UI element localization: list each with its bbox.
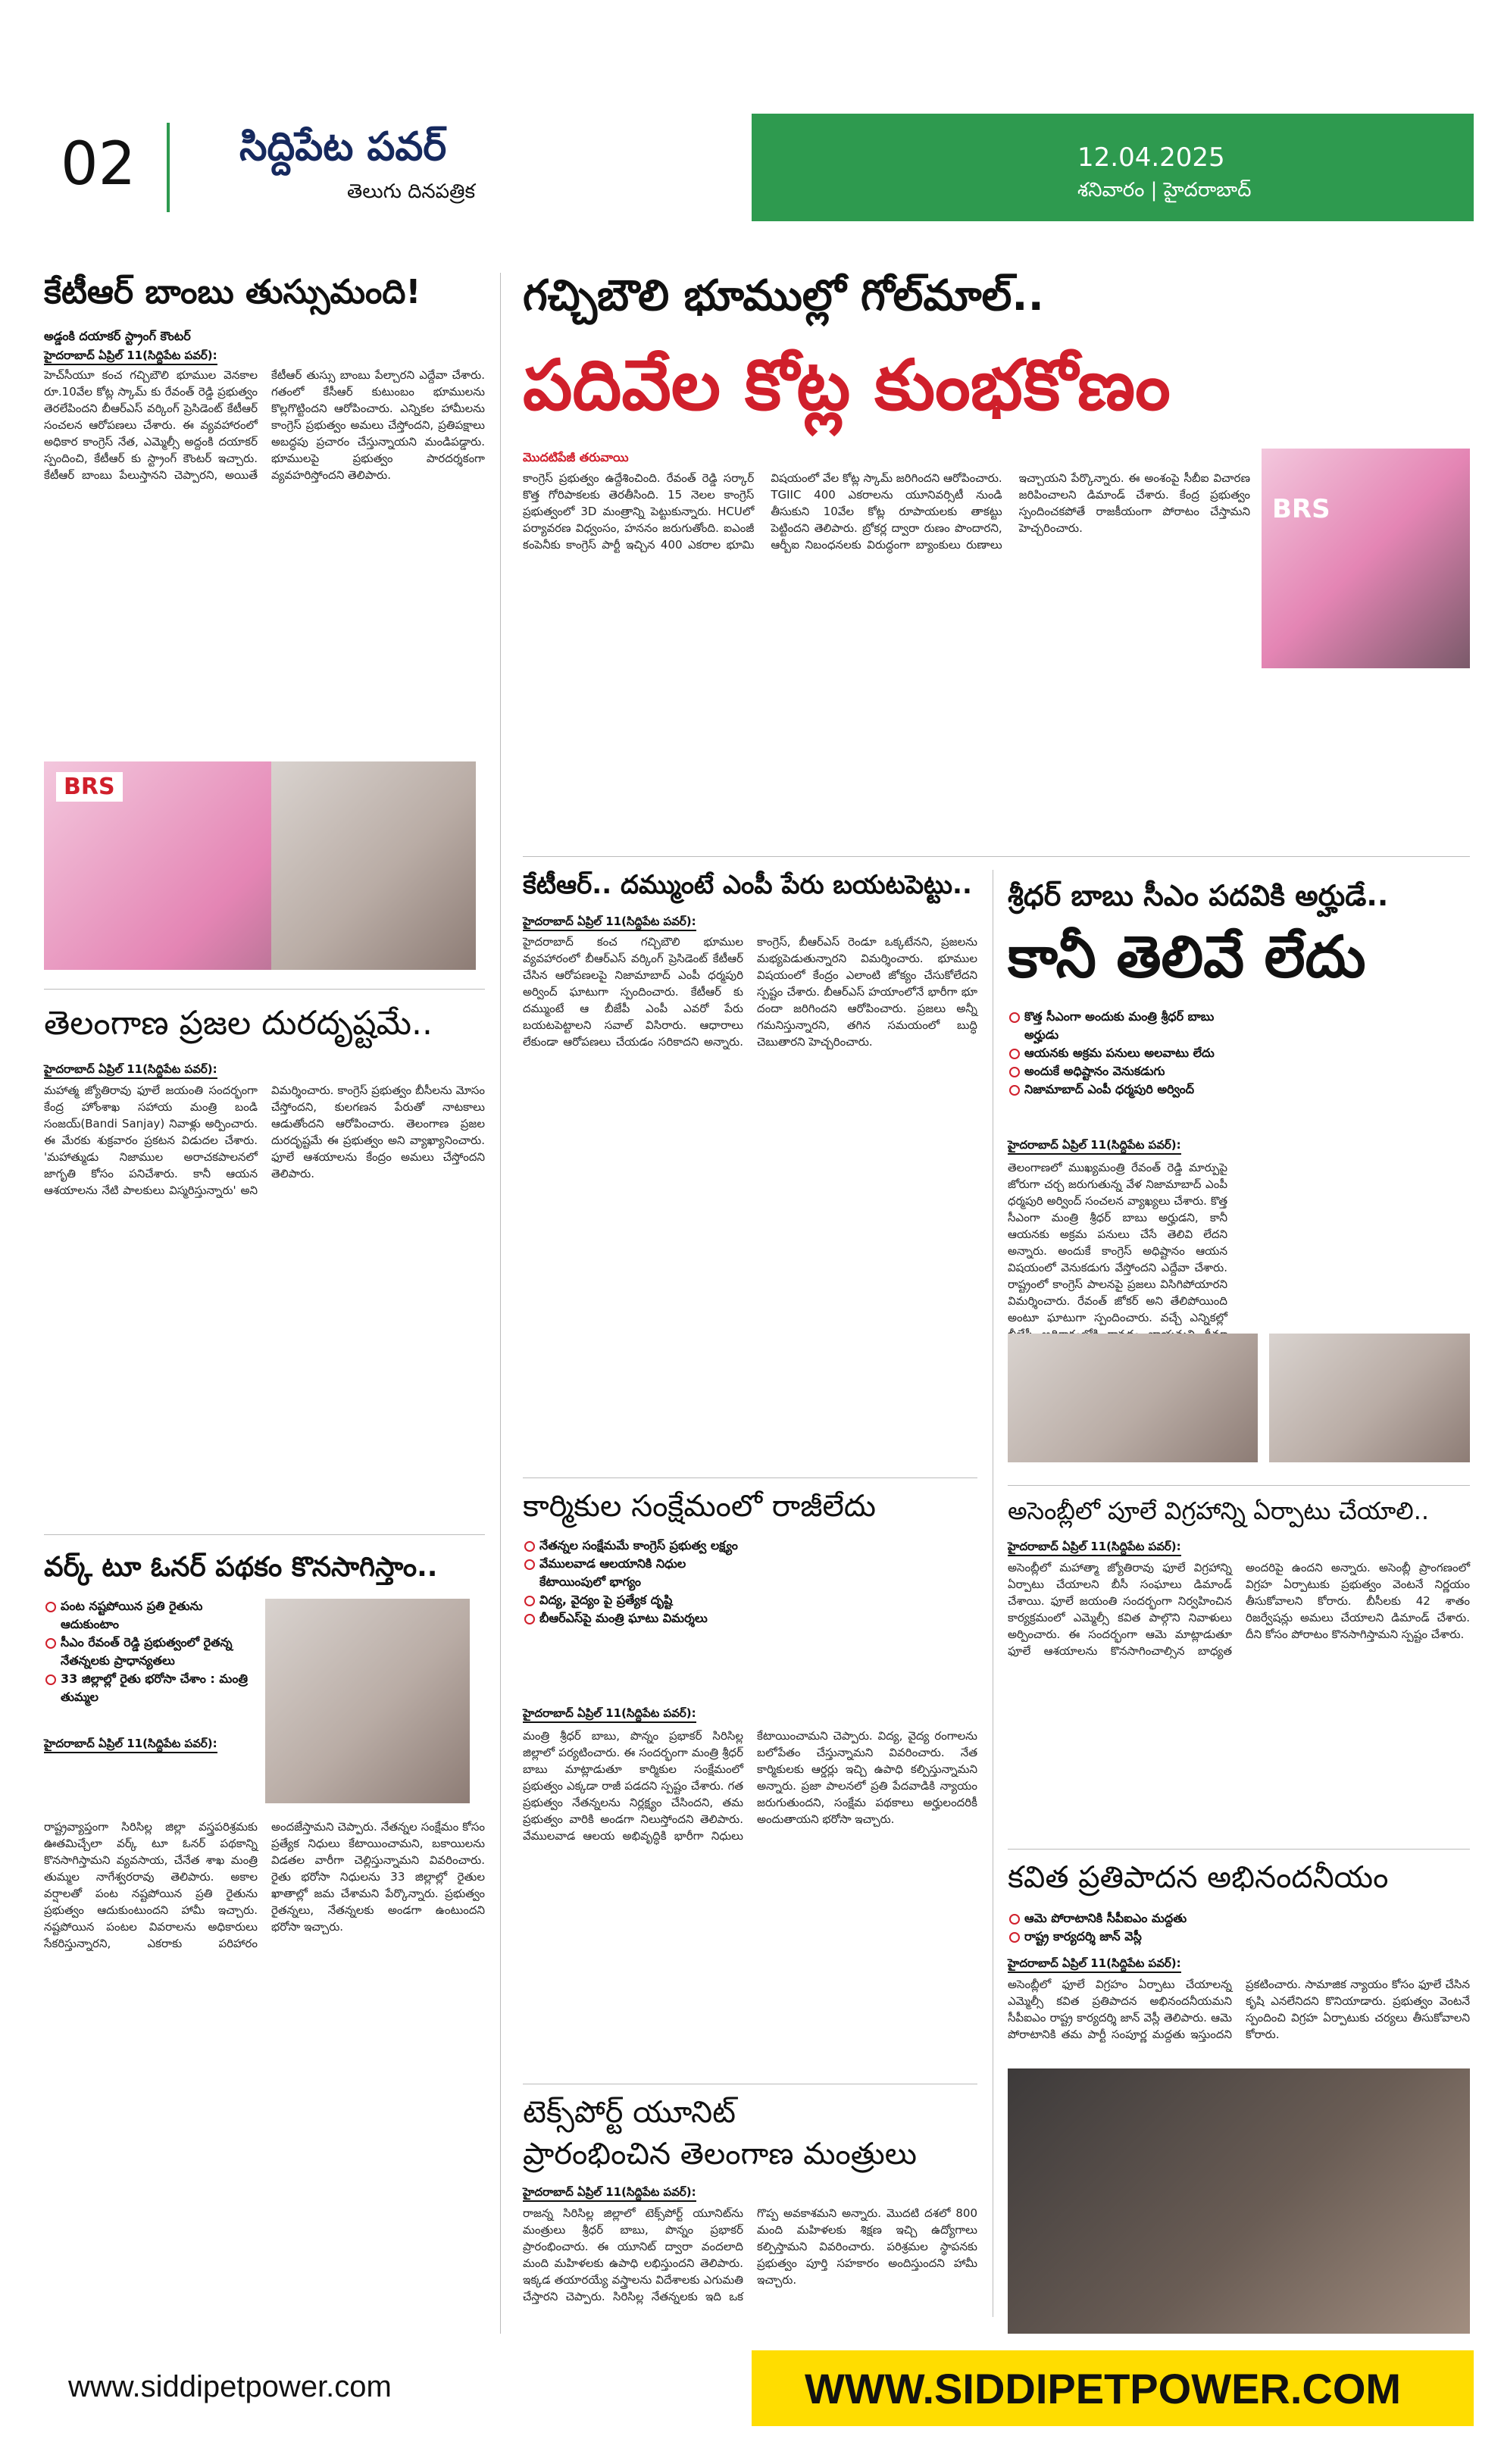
- divider: [523, 856, 1470, 857]
- phule-headline: అసెంబ్లీలో పూలే విగ్రహాన్ని ఏర్పాటు చేయాలి..: [1008, 1496, 1430, 1525]
- kavitha-body: అసెంబ్లీలో ఫూలే విగ్రహం ఏర్పాటు చేయాలన్న ఎమ్మెల్సీ కవిత ప్రతిపాదన అభినందనీయమని సీపీఐఎం రాష్ట్ర కార్యదర్శి జాన్ వెస్లీ తెలిపారు. ఆమె పోరాటానికి తమ పార్టీ సంపూర్ణ మద్దతు ఇస్తుందని ప్రకటించారు. సామాజిక న్యాయం కోసం ఫూలే చేసిన కృషి ఎనలేనిదని కొనియాడారు. ప్రభుత్వం వెంటనే స్పందించి విగ్రహ ఏర్పాటుకు చర్యలు తీసుకోవాలని కోరారు.: [1008, 1978, 1470, 2041]
- karmikula-body: మంత్రి శ్రీధర్ బాబు, పొన్నం ప్రభాకర్ సిరిసిల్ల జిల్లాలో పర్యటించారు. ఈ సందర్భంగా మంత్రి శ్రీధర్ బాబు మాట్లాడుతూ కార్మికుల సంక్షేమంలో ప్రభుత్వం ఎక్కడా రాజీ పడదని స్పష్టం చేశారు. గత ప్రభుత్వం నేతన్నలను నిర్లక్ష్యం చేసిందని, తమ ప్రభుత్వం వారికి అండగా నిలుస్తోందని తెలిపారు. వేములవాడ ఆలయ అభివృద్ధికి భారీగా నిధులు కేటాయించామని చెప్పారు. విద్య, వైద్య రంగాలను బలోపేతం చేస్తున్నామని వివరించారు. నేత కార్మికులకు ఆర్డర్లు ఇచ్చి ఉపాధి కల్పిస్తున్నామని అన్నారు. ప్రజా పాలనలో ప్రతి పేదవాడికి న్యాయం జరుగుతుందని, సంక్షేమ పథకాలు అర్హులందరికీ అందుతాయని భరోసా ఇచ్చారు.: [523, 1729, 977, 1843]
- ktr-bomb-dateline: హైదరాబాద్ ఏప్రిల్ 11(సిద్దిపేట పవర్):: [44, 347, 217, 365]
- lead-main-headline: పదివేల కోట్ల కుంభకోణం: [523, 345, 1171, 426]
- bullet-item: బీఆర్‌ఎస్‌పై మంత్రి ఘాటు విమర్శలు: [523, 1609, 743, 1628]
- telangana-body: మహాత్మ జ్యోతిరావు ఫూలే జయంతి సందర్భంగా కేంద్ర హోంశాఖ సహాయ మంత్రి బండి సంజయ్(Bandi Sanjay) నివాళ్లు అర్పించారు. ఈ మేరకు శుక్రవారం ప్రకటన విడుదల చేశారు. 'మహాత్ముడు నిజాముల అరాచకపాలనలో జాగృతి కోసం పనిచేశారు. కానీ ఆయన ఆశయాలను నేటి పాలకులు విస్మరిస్తున్నారు' అని విమర్శించారు. కాంగ్రెస్ ప్రభుత్వం బీసీలను మోసం చేస్తోందని, కులగణన పేరుతో నాటకాలు ఆడుతోందని ఆరోపించారు. తెలంగాణ ప్రజల దురదృష్టమే ఈ ప్రభుత్వం అని వ్యాఖ్యానించారు. ఫూలే ఆశయాలను కేంద్రం అమలు చేస్తోందని తెలిపారు.: [44, 1083, 485, 1197]
- telangana-headline: తెలంగాణ ప్రజల దురదృష్టమే..: [44, 1004, 433, 1043]
- phule-dateline: హైదరాబాద్ ఏప్రిల్ 11(సిద్దిపేట పవర్):: [1008, 1538, 1181, 1556]
- karmikula-headline: కార్మికుల సంక్షేమంలో రాజీలేదు: [523, 1489, 876, 1524]
- work-to-owner-headline: వర్క్ టూ ఓనర్ పథకం కొనసాగిస్తాం..: [44, 1552, 438, 1583]
- column-divider: [500, 273, 501, 2334]
- textport-headline-line1: టెక్స్‌పోర్ట్ యూనిట్: [523, 2095, 736, 2130]
- newspaper-logo: సిద్దిపేట పవర్: [239, 124, 447, 170]
- kavitha-headline: కవిత ప్రతిపాదన అభినందనీయం: [1008, 1860, 1389, 1895]
- work-to-owner-bullets: [44, 1597, 256, 1706]
- brs-banner-text: BRS: [56, 772, 123, 802]
- ktr-mp-dateline: హైదరాబాద్ ఏప్రిల్ 11(సిద్దిపేట పవర్):: [523, 913, 696, 931]
- kavitha-bullets: [1008, 1909, 1227, 1946]
- bullet-item: విద్య, వైద్యం పై ప్రత్యేక దృష్టి: [523, 1591, 743, 1609]
- issue-date: 12.04.2025: [1077, 142, 1225, 173]
- bullet-item: 33 జిల్లాల్లో రైతు భరోసా చేశాం : మంత్రి తుమ్మల: [44, 1670, 256, 1706]
- lead-body: కాంగ్రెస్ ప్రభుత్వం ఉద్దేశించింది. రేవంత్ రెడ్డి సర్కార్ కొత్త గోరిపాకలకు తెరతీసింది. 15 నెలల కాంగ్రెస్ ప్రభుత్వంలో 3D మంత్రాన్ని పెట్టుకున్నారు. HCUలో పర్యావరణ విధ్వంసం, హననం జరుగుతోంది. ఐఎంజీ కంపెనీకు కాంగ్రెస్ పార్టీ ఇచ్చిన 400 ఎకరాల భూమి విషయంలో వేల కోట్ల స్కామ్ జరిగిందని ఆరోపించారు. TGIIC 400 ఎకరాలను యూనివర్సిటీ నుండి తీసుకుని 10వేల కోట్ల రూపాయలకు తాకట్టు పెట్టిందని తెలిపారు. బ్రోకర్ల ద్వారా రుణం పొందారని, ఆర్బీఐ నిబంధనలకు విరుద్ధంగా బ్యాంకులు రుణాలు ఇచ్చాయని పేర్కొన్నారు. ఈ అంశంపై సీబీఐ విచారణ జరిపించాలని డిమాండ్ చేశారు. కేంద్ర ప్రభుత్వం స్పందించకపోతే రాజకీయంగా పోరాటం చేస్తామని హెచ్చరించారు.: [523, 471, 1250, 552]
- footer-right-panel: [752, 2350, 1474, 2426]
- textport-body: రాజన్న సిరిసిల్ల జిల్లాలో టెక్స్‌పోర్ట్ యూనిట్‌ను మంత్రులు శ్రీధర్ బాబు, పొన్నం ప్రభాకర్ ప్రారంభించారు. ఈ యూనిట్ ద్వారా వందలాది మంది మహిళలకు ఉపాధి లభిస్తుందని తెలిపారు. ఇక్కడ తయారయ్యే వస్త్రాలను విదేశాలకు ఎగుమతి చేస్తారని చెప్పారు. సిరిసిల్ల నేతన్నలకు ఇది ఒక గొప్ప అవకాశమని అన్నారు. మొదటి దశలో 800 మంది మహిళలకు శిక్షణ ఇచ్చి ఉద్యోగాలు కల్పిస్తామని వివరించారు. పరిశ్రమల స్థాపనకు ప్రభుత్వం పూర్తి సహకారం అందిస్తుందని హామీ ఇచ్చారు.: [523, 2206, 977, 2303]
- sridhar-bullets: [1008, 1008, 1227, 1099]
- divider: [523, 1477, 977, 1478]
- dayakar-photo: [271, 761, 476, 970]
- bullet-item: రాష్ట్ర కార్యదర్శి జాన్ వెస్లీ: [1008, 1928, 1227, 1946]
- kavitha-dateline: హైదరాబాద్ ఏప్రిల్ 11(సిద్దిపేట పవర్):: [1008, 1955, 1181, 1973]
- newspaper-tagline: తెలుగు దినపత్రిక: [347, 180, 476, 203]
- textport-dateline: హైదరాబాద్ ఏప్రిల్ 11(సిద్దిపేట పవర్):: [523, 2184, 696, 2202]
- karmikula-bullets: [523, 1537, 743, 1628]
- masthead-left-panel: [30, 114, 752, 221]
- tummala-photo: [265, 1599, 470, 1803]
- bullet-item: కొత్త సీఎంగా అందుకు మంత్రి శ్రీధర్ బాబు అర్హుడు: [1008, 1008, 1227, 1044]
- ktr-lead-photo: [1262, 449, 1470, 668]
- bullet-item: అందుకే అధిష్టానం వెనుకడుగు: [1008, 1062, 1227, 1080]
- sridhar-babu-photo: [1269, 1334, 1470, 1462]
- textport-headline-line2: ప్రారంభించిన తెలంగాణ మంత్రులు: [523, 2137, 917, 2172]
- ktr-press-photo: [44, 761, 476, 970]
- divider: [1008, 1849, 1470, 1850]
- bullet-item: నిజామాబాద్ ఎంపీ ధర్మపురి అర్వింద్: [1008, 1080, 1227, 1099]
- brs-banner-text: BRS: [1272, 494, 1330, 524]
- ktr-bomb-body: హెచ్‌సీయూ కంచ గచ్చిబౌలి భూముల వెనకాల రూ.10వేల కోట్ల స్కామ్ కు రేవంత్ రెడ్డి ప్రభుత్వం తెరలేపిందని బీఆర్‌ఎస్ వర్కింగ్ ప్రెసిడెంట్ కేటీఆర్ సంచలన ఆరోపణలు చేశారు. ఈ వ్యవహారంలో అధికార కాంగ్రెస్ నేత, ఎమ్మెల్సీ అద్దంకి దయాకర్ స్పందించి, కేటీఆర్ కు స్ట్రాంగ్ కౌంటర్ ఇచ్చారు. కేటీఆర్ బాంబు పేలుస్తానని చెప్పారని, అయితే కేటీఆర్ తుస్సు బాంబు పేల్చారని ఎద్దేవా చేశారు. గతంలో కేసీఆర్ కుటుంబం భూములను కొల్లగొట్టిందని ఆరోపించారు. ఎన్నికల హామీలను కాంగ్రెస్ ప్రభుత్వం అమలు చేస్తోందని, ప్రతిపక్షాలు అబద్ధపు ప్రచారం చేస్తున్నాయని మండిపడ్డారు. భూములపై ప్రభుత్వం పారదర్శకంగా వ్యవహరిస్తోందని తెలిపారు.: [44, 368, 485, 482]
- divider: [1008, 1485, 1470, 1486]
- sridhar-dateline: హైదరాబాద్ ఏప్రిల్ 11(సిద్దిపేట పవర్):: [1008, 1137, 1181, 1155]
- issue-day-city: శనివారం | హైదరాబాద్: [1077, 179, 1252, 202]
- footer: [30, 2350, 1474, 2426]
- phule-body: అసెంబ్లీలో మహాత్మా జ్యోతిరావు ఫూలే విగ్రహాన్ని ఏర్పాటు చేయాలని బీసీ సంఘాలు డిమాండ్ చేశాయి. ఫూలే జయంతి సందర్భంగా నిర్వహించిన కార్యక్రమంలో ఎమ్మెల్సీ కవిత పాల్గొని నివాళులు అర్పించారు. ఈ సందర్భంగా ఆమె మాట్లాడుతూ ఫూలే ఆశయాలను కొనసాగించాల్సిన బాధ్యత అందరిపై ఉందని అన్నారు. అసెంబ్లీ ప్రాంగణంలో విగ్రహ ఏర్పాటుకు ప్రభుత్వం వెంటనే నిర్ణయం తీసుకోవాలని కోరారు. బీసీలకు 42 శాతం రిజర్వేషన్లు అమలు చేయాలని డిమాండ్ చేశారు. దీని కోసం పోరాటం కొనసాగిస్తామని స్పష్టం చేశారు.: [1008, 1561, 1470, 1658]
- page-number: 02: [61, 130, 136, 199]
- bullet-item: సీఎం రేవంత్ రెడ్డి ప్రభుత్వంలో రైతన్న నేతన్నలకు ప్రాధాన్యతలు: [44, 1634, 256, 1670]
- work-to-owner-dateline: హైదరాబాద్ ఏప్రిల్ 11(సిద్దిపేట పవర్):: [44, 1735, 217, 1753]
- ktr-mp-body: హైదరాబాద్ కంచ గచ్చిబౌలి భూముల వ్యవహారంలో బీఆర్‌ఎస్ వర్కింగ్ ప్రెసిడెంట్ కేటీఆర్ చేసిన ఆరోపణలపై నిజామాబాద్ ఎంపీ ధర్మపురి అర్వింద్ ఘాటుగా స్పందించారు. కేటీఆర్ కు దమ్ముంటే ఆ బీజేపీ ఎంపీ ఎవరో పేరు బయటపెట్టాలని సవాల్ విసిరారు. ఆధారాలు లేకుండా ఆరోపణలు చేయడం సరికాదని అన్నారు. కాంగ్రెస్, బీఆర్‌ఎస్ రెండూ ఒక్కటేనని, ప్రజలను మభ్యపెడుతున్నారని విమర్శించారు. భూముల విషయంలో కేంద్రం ఎలాంటి జోక్యం చేసుకోలేదని స్పష్టం చేశారు. బీఆర్‌ఎస్ హయాంలోనే భారీగా భూ దందా జరిగిందని ఆరోపించారు. ప్రజలు అన్నీ గమనిస్తున్నారని, తగిన సమయంలో బుద్ధి చెబుతారని హెచ్చరించారు.: [523, 935, 977, 1049]
- ktr-mp-headline: కేటీఆర్.. దమ్ముంటే ఎంపీ పేరు బయటపెట్టు..: [523, 870, 972, 900]
- ktr-bomb-subhead: అడ్డంకి దయాకర్ స్ట్రాంగ్ కౌంటర్: [44, 329, 191, 343]
- sridhar-body-right: [1243, 1008, 1470, 1318]
- divider: [44, 1534, 485, 1535]
- sridhar-headline-line2: కానీ తెలివే లేదు: [1008, 923, 1366, 990]
- footer-left-panel: [30, 2350, 752, 2426]
- bullet-item: ఆమె పోరాటానికి సీపీఐఎం మద్దతు: [1008, 1909, 1227, 1928]
- masthead: [30, 114, 1474, 221]
- bullet-item: నేతన్నల సంక్షేమమే కాంగ్రెస్ ప్రభుత్వ లక్ష్యం: [523, 1537, 743, 1555]
- kavitha-event-photo: [1008, 2068, 1470, 2334]
- karmikula-dateline: హైదరాబాద్ ఏప్రిల్ 11(సిద్దిపేట పవర్):: [523, 1705, 696, 1723]
- masthead-divider: [167, 123, 170, 212]
- footer-url-right[interactable]: WWW.SIDDIPETPOWER.COM: [805, 2365, 1402, 2412]
- work-to-owner-body: రాష్ట్రవ్యాప్తంగా సిరిసిల్ల జిల్లా వస్త్రపరిశ్రమకు ఊతమిచ్చేలా వర్క్ టూ ఓనర్ పథకాన్ని కొనసాగిస్తామని వ్యవసాయ, చేనేత శాఖ మంత్రి తుమ్మల నాగేశ్వరరావు తెలిపారు. అకాల వర్షాలతో పంట నష్టపోయిన ప్రతి రైతును ప్రభుత్వం ఆదుకుంటుందని హామీ ఇచ్చారు. నష్టపోయిన పంటల వివరాలను అధికారులు సేకరిస్తున్నారని, ఎకరాకు పరిహారం అందజేస్తామని చెప్పారు. నేతన్నల సంక్షేమం కోసం ప్రత్యేక నిధులు కేటాయించామని, బకాయిలను విడతల వారీగా చెల్లిస్తున్నామని వివరించారు. రైతు భరోసా నిధులను 33 జిల్లాల్లో రైతుల ఖాతాల్లో జమ చేశామని పేర్కొన్నారు. ప్రభుత్వం రైతన్నలు, నేతన్నలకు అండగా ఉంటుందని భరోసా ఇచ్చారు.: [44, 1820, 485, 1950]
- sridhar-body-left: తెలంగాణలో ముఖ్యమంత్రి రేవంత్ రెడ్డి మార్పుపై జోరుగా చర్చ జరుగుతున్న వేళ నిజామాబాద్ ఎంపీ ధర్మపురి అర్వింద్ సంచలన వ్యాఖ్యలు చేశారు. కొత్త సీఎంగా మంత్రి శ్రీధర్ బాబు అర్హుడని, కానీ ఆయనకు అక్రమ పనులు చేసే తెలివి లేదని అన్నారు. అందుకే కాంగ్రెస్ అధిష్టానం ఆయన విషయంలో వెనుకడుగు వేస్తోందని ఎద్దేవా చేశారు. రాష్ట్రంలో కాంగ్రెస్ పాలనపై ప్రజలు విసిగిపోయారని విమర్శించారు. రేవంత్ జోకర్ అని తేలిపోయింది అంటూ ఘాటుగా స్పందించారు. వచ్చే ఎన్నికల్లో: [1008, 1161, 1227, 1324]
- ktr-bomb-headline: కేటీఆర్ బాంబు తుస్సుమంది!: [44, 273, 421, 311]
- footer-url-left[interactable]: www.siddipetpower.com: [68, 2370, 392, 2403]
- lead-kicker-headline: గచ్చిబౌలి భూముల్లో గోల్‌మాల్..: [523, 271, 1044, 321]
- telangana-dateline: హైదరాబాద్ ఏప్రిల్ 11(సిద్దిపేట పవర్):: [44, 1061, 217, 1079]
- masthead-right-panel: [752, 114, 1474, 221]
- bullet-item: వేములవాడ ఆలయానికి నిధుల కేటాయింపులో భాగ్యం: [523, 1555, 743, 1591]
- sridhar-headline-line1: శ్రీధర్ బాబు సీఎం పదవికి అర్హుడే..: [1008, 879, 1389, 912]
- arvind-photo: [1008, 1334, 1258, 1462]
- bullet-item: ఆయనకు అక్రమ పనులు అలవాటు లేదు: [1008, 1044, 1227, 1062]
- divider: [44, 989, 485, 990]
- lead-dateline: మొదటిపేజీ తరువాయి: [523, 450, 629, 464]
- bullet-item: పంట నష్టపోయిన ప్రతి రైతును ఆదుకుంటాం: [44, 1597, 256, 1634]
